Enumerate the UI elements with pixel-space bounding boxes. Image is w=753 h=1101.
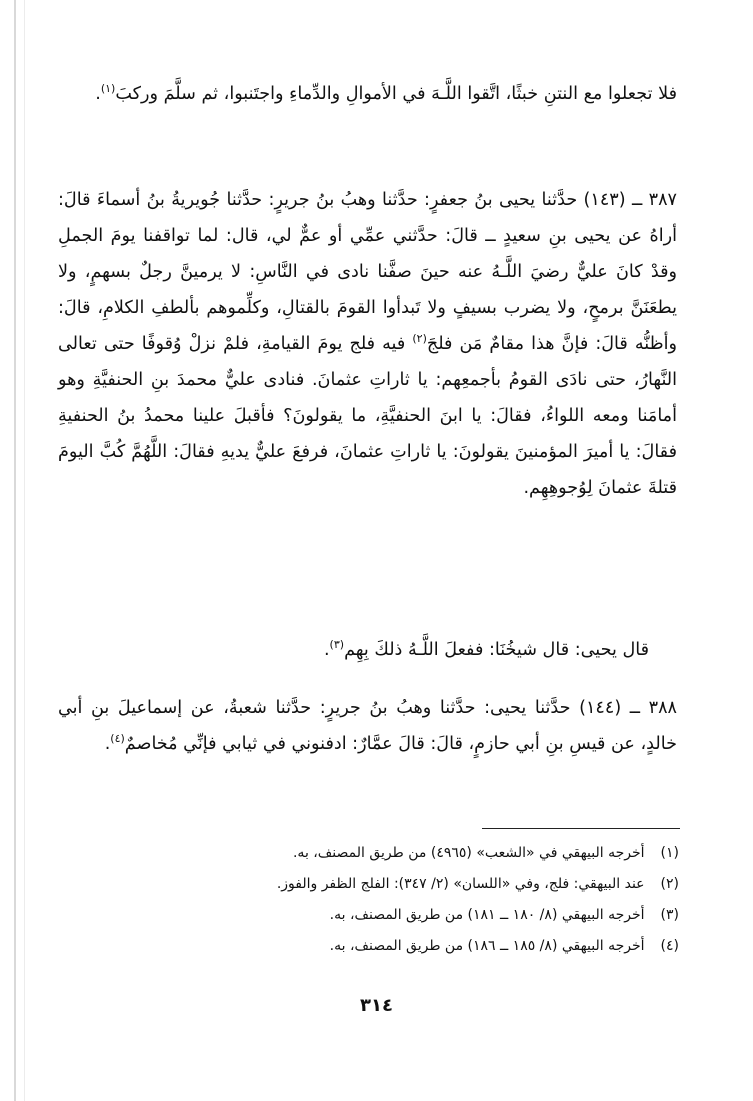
full-stop: . xyxy=(323,640,330,660)
footnote-2 xyxy=(80,869,679,900)
footnote-ref-4: (٤) xyxy=(110,732,125,746)
footnote-text: أخرجه البيهقي (٨/ ١٨٥ ــ ١٨٦) من طريق المصنف، به. xyxy=(329,938,645,954)
footnote-4 xyxy=(80,931,679,962)
footnote-text: عند البيهقي: فلج، وفي «اللسان» (٢/ ٣٤٧): الفلج الظفر والفوز. xyxy=(276,876,645,892)
paragraph-text: فلا تجعلوا مع النتنِ خبثًا، اتَّقوا اللَّـهَ في الأموالِ والدِّماءِ واجتَنبوا، ثم سلَّمَ وركبَ xyxy=(115,84,677,104)
footnote-number: (١) xyxy=(660,845,679,861)
shaykh-comment xyxy=(58,632,677,668)
hadith-388 xyxy=(58,690,677,762)
footnotes xyxy=(80,838,679,962)
page-edge-shadow xyxy=(14,0,16,1101)
footnote-ref-2: (٢) xyxy=(412,332,427,346)
footnote-text: أخرجه البيهقي (٨/ ١٨٠ ــ ١٨١) من طريق المصنف، به. xyxy=(329,907,645,923)
footnote-3 xyxy=(80,900,679,931)
footnote-ref-1: (١) xyxy=(100,82,116,96)
hadith-388-text: ٣٨٨ ــ (١٤٤) حدَّثنا يحيى: حدَّثنا وهبُ بنُ جريرٍ: حدَّثنا شعبةُ، عن إسماعيلَ بنِ أبي خالدٍ، عن قيسِ بنِ أبي حازمٍ، قالَ: قالَ عمَّارٌ: ادفنوني في ثيابي فإنِّي مُخاصمٌ xyxy=(58,698,678,754)
footnote-ref-3: (٣) xyxy=(329,638,345,652)
footnote-1 xyxy=(80,838,679,869)
page-edge-line xyxy=(24,0,25,1101)
footnote-text: أخرجه البيهقي في «الشعب» (٤٩٦٥) من طريق المصنف، به. xyxy=(292,845,645,861)
hadith-387 xyxy=(58,182,677,506)
footnote-number: (٢) xyxy=(660,876,679,892)
full-stop: . xyxy=(104,734,111,754)
full-stop: . xyxy=(95,84,101,104)
footnote-number: (٤) xyxy=(660,938,679,954)
paragraph-opening xyxy=(58,76,677,112)
footnote-divider xyxy=(482,828,680,829)
footnote-number: (٣) xyxy=(660,907,679,923)
page-number: ٣١٤ xyxy=(360,995,393,1016)
hadith-387-text: ٣٨٧ ــ (١٤٣) حدَّثنا يحيى بنُ جعفرٍ: حدَّثنا وهبُ بنُ جريرٍ: حدَّثنا جُويريةُ بنُ أسماءَ قالَ: أراهُ عن يحيى بنِ سعيدٍ ــ قالَ: حدَّثني عمِّي أو عمٌّ لي، قال: لما تواقفنا يومَ الجملِ وقدْ كانَ عليٌّ رضيَ اللَّـهُ عنه حينَ صفَّنا نادى في النَّاسِ: لا يرمينَّ رجلٌ بسهمٍ، ولا يطعَنَنَّ برمحٍ، ولا يضرب بسيفٍ ولا تَبدأوا القومَ بالقتالِ، وكلِّموهم بألطفِ الكلامِ، قالَ: وأظنُّه قالَ: فإنَّ هذا مقامٌ مَن فلجَ xyxy=(58,190,678,354)
shaykh-comment-text: قال يحيى: قال شيخُنَا: ففعلَ اللَّـهُ ذلكَ بِهِم xyxy=(344,640,649,660)
hadith-387-continuation: فيه فلج يومَ القيامةِ، فلمْ نزلْ وُقوفًا حتى تعالى النَّهارُ، حتى نادَى القومُ بأجمعِهم: يا ثاراتِ عثمانَ. فنادى عليٌّ محمدَ بنِ الحنفيَّةِ وهو أمامَنا ومعه اللواءُ، فقالَ: يا ابنَ الحنفيَّةِ، ما يقولونَ؟ فأقبلَ علينا محمدُ بنُ الحنفيةِ فقالَ: يا أميرَ المؤمنينَ يقولونَ: يا ثاراتِ عثمانَ، فرفعَ عليٌّ يديهِ فقالَ: اللَّهُمَّ كُبَّ اليومَ قتلةَ عثمانَ لِوُجوهِهِم. xyxy=(58,334,677,498)
